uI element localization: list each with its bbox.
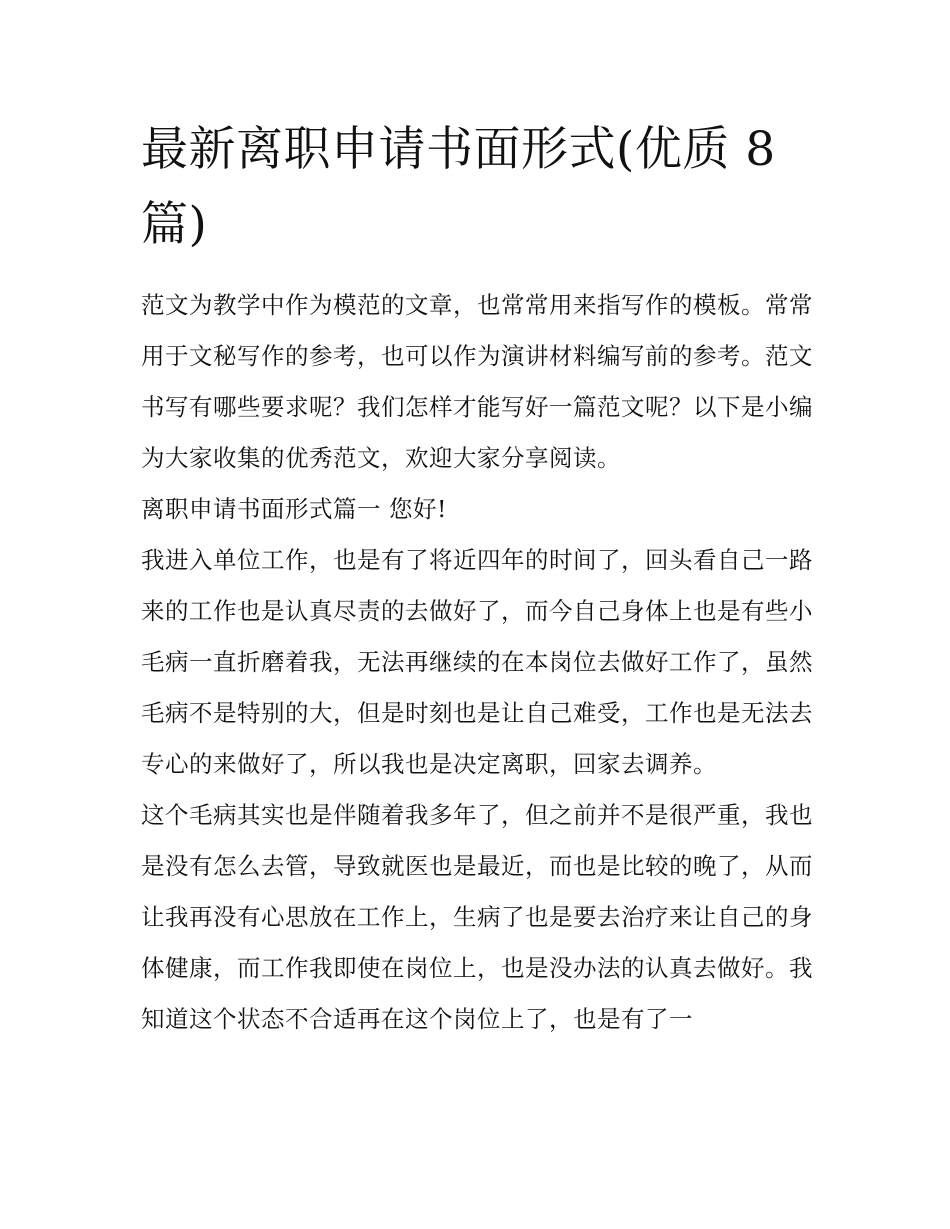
body-paragraph: 我进入单位工作，也是有了将近四年的时间了，回头看自己一路来的工作也是认真尽责的去做好了，而今自己身体上也是有些小毛病一直折磨着我，无法再继续的在本岗位去做好工作了，虽然毛病不是特别的大，但是时刻也是让自己难受，工作也是无法去专心的来做好了，所以我也是决定离职，回家去调养。 — [141, 546, 813, 778]
section-heading-paragraph: 离职申请书面形式篇一 您好! — [141, 495, 447, 523]
document-title: 最新离职申请书面形式(优质 8篇) — [141, 122, 776, 252]
document-page — [141, 112, 813, 1045]
intro-paragraph: 范文为教学中作为模范的文章，也常常用来指写作的模板。常常用于文秘写作的参考，也可以作为演讲材料编写前的参考。范文书写有哪些要求呢？我们怎样才能写好一篇范文呢？以下是小编为大家收集的优秀范文，欢迎大家分享阅读。 — [141, 291, 813, 472]
body-paragraph: 这个毛病其实也是伴随着我多年了，但之前并不是很严重，我也是没有怎么去管，导致就医也是最近，而也是比较的晚了，从而让我再没有心思放在工作上，生病了也是要去治疗来让自己的身体健康，而工作我即使在岗位上，也是没办法的认真去做好。我知道这个状态不合适再在这个岗位上了，也是有了一 — [141, 801, 813, 1033]
